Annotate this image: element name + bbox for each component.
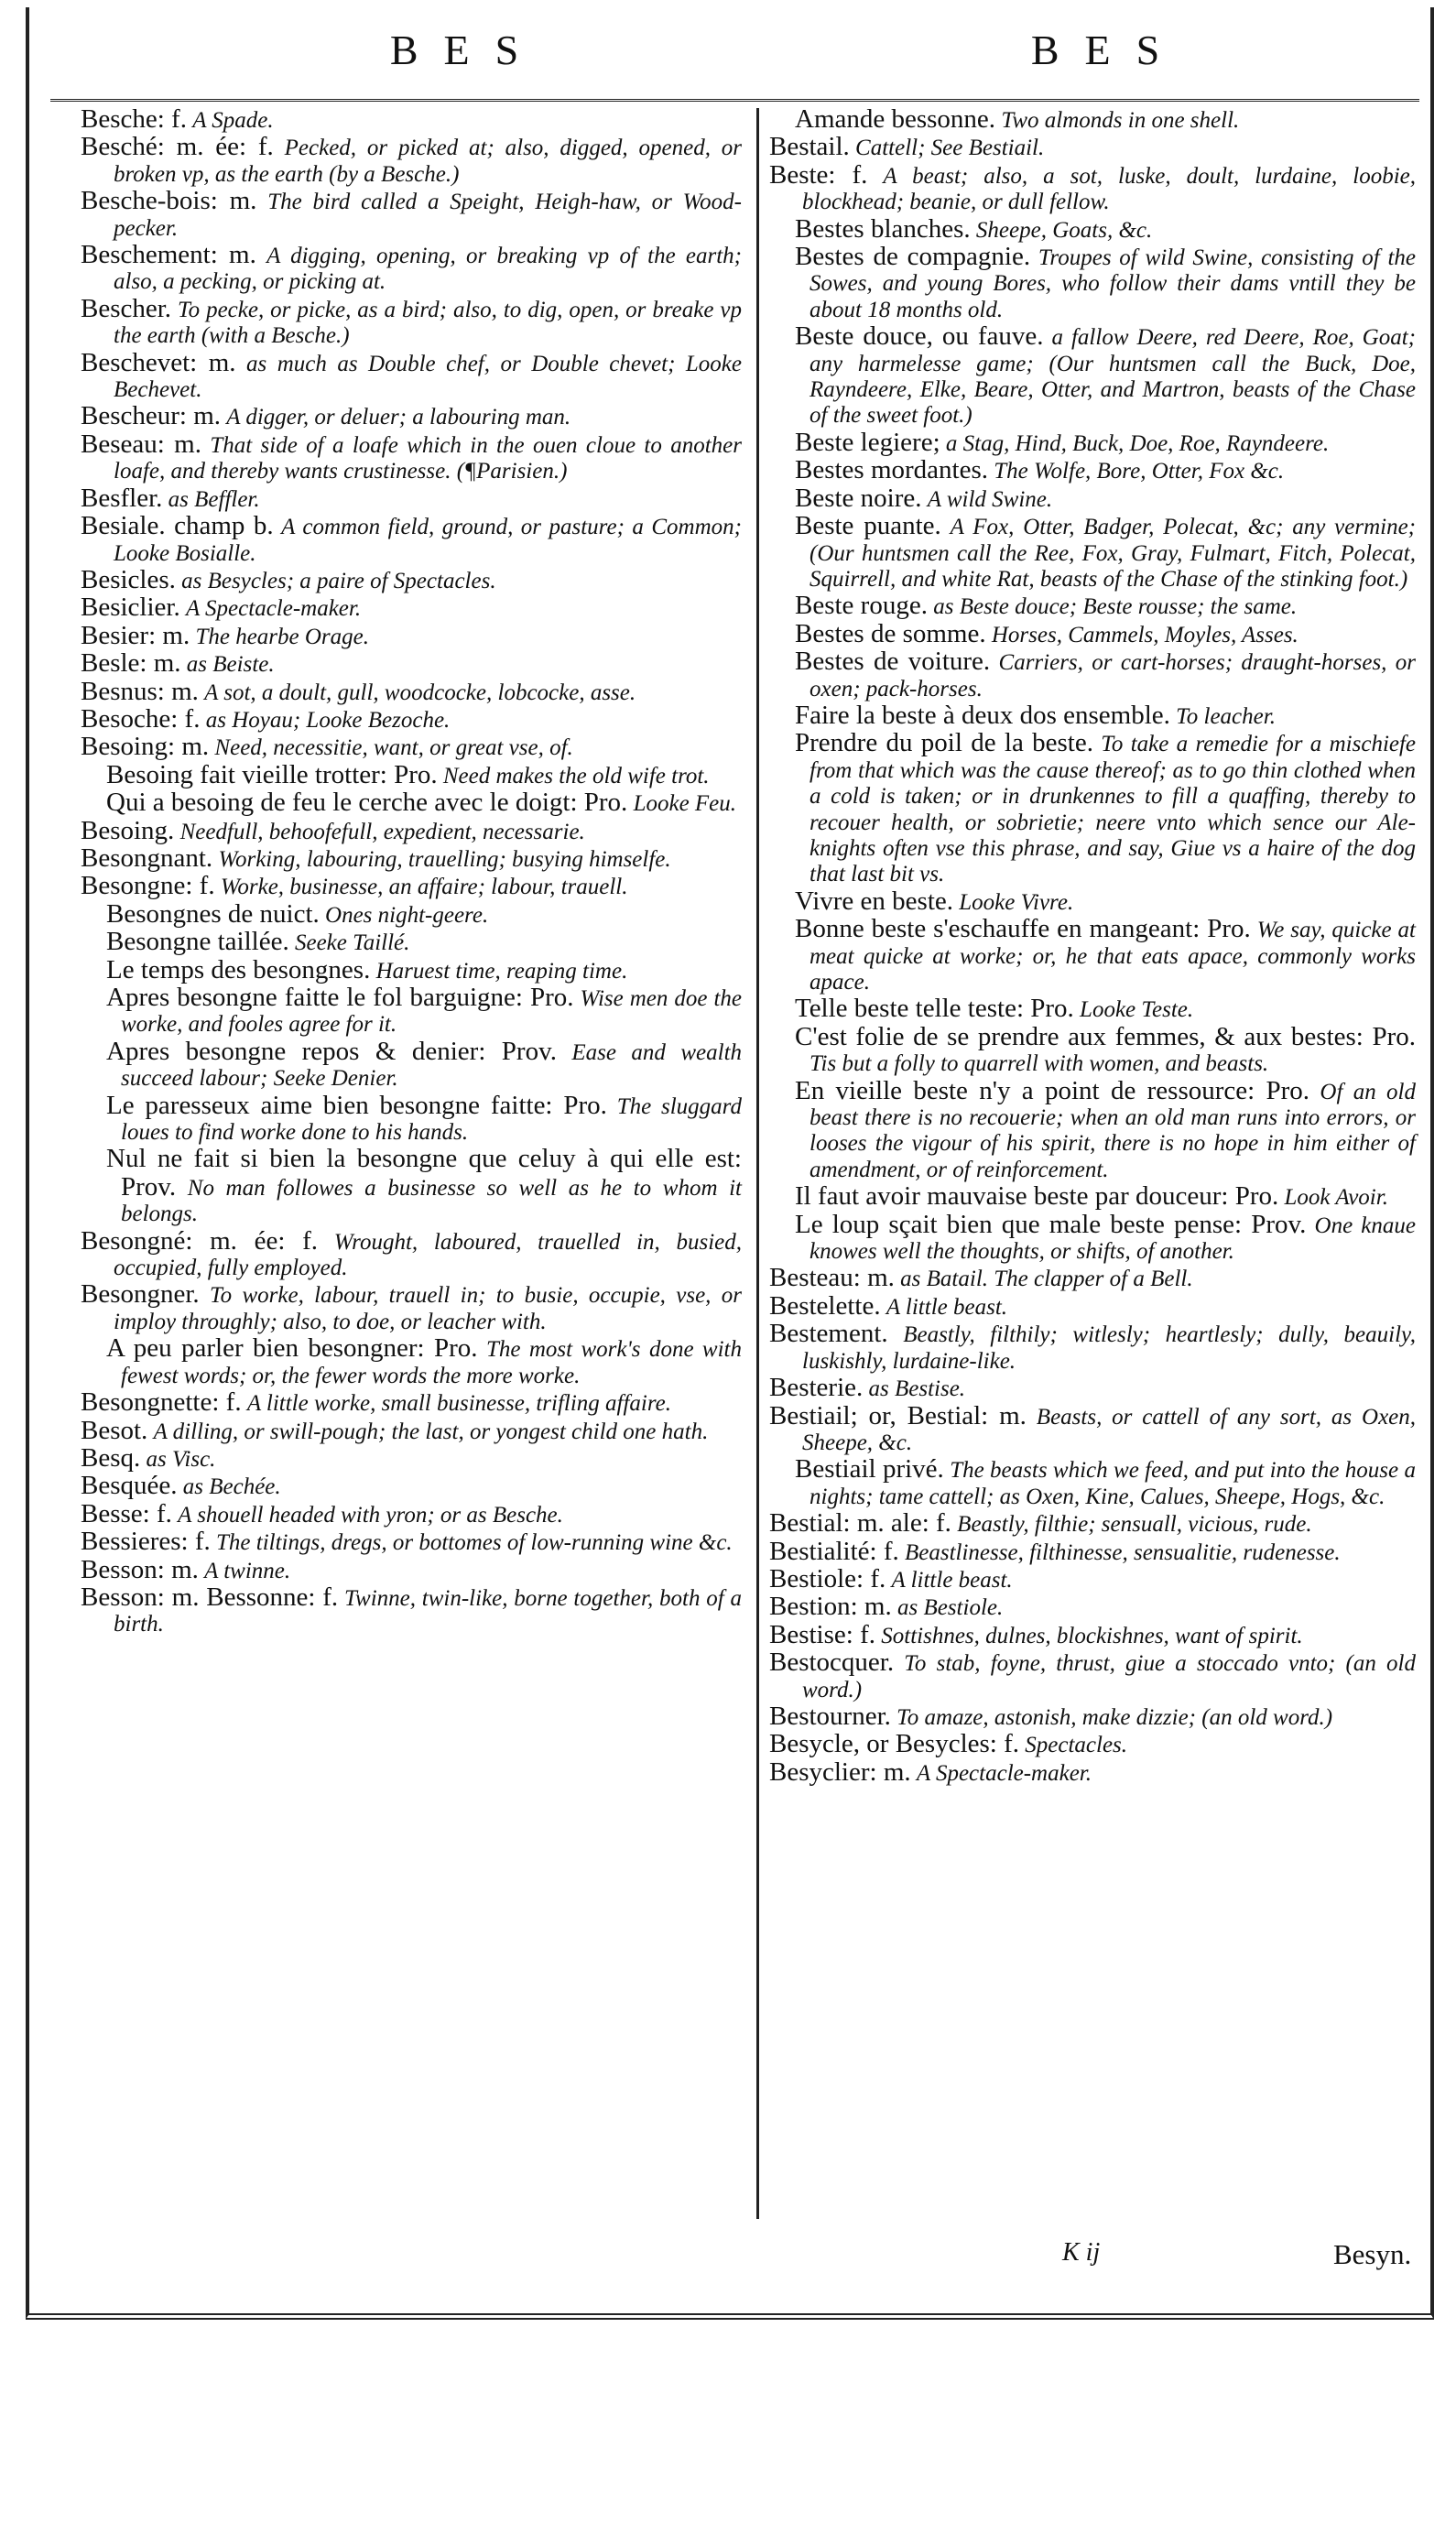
dictionary-entry bbox=[81, 1225, 743, 1282]
entry-definition: Pecked, or picked at; also, digged, opened, or broken vp, as the earth (by a Besche.) bbox=[114, 136, 743, 187]
entry-definition: Spectacles. bbox=[1025, 1733, 1128, 1758]
dictionary-entry bbox=[769, 648, 1416, 702]
entry-definition: Beasts, or cattell of any sort, as Oxen, Sheepe, &c. bbox=[802, 1404, 1417, 1455]
header-rule bbox=[50, 99, 1419, 102]
entry-definition: A beast; also, a sot, luske, doult, lurdaine, loobie, blockhead; beanie, or dull fellow. bbox=[802, 163, 1416, 215]
entry-headword: Besycle, or Besycles: f. bbox=[769, 1729, 1020, 1759]
dictionary-entry bbox=[769, 702, 1416, 730]
entry-headword: Bescher. bbox=[81, 293, 172, 323]
entry-headword: Besongné: m. ée: f. bbox=[81, 1225, 319, 1256]
entry-definition: The bird called a Speight, Heigh-haw, or Wood-pecker. bbox=[114, 190, 743, 241]
dictionary-entry bbox=[769, 1265, 1416, 1292]
dictionary-entry bbox=[769, 1290, 1416, 1321]
entry-headword: Le temps des besongnes. bbox=[106, 954, 371, 984]
entry-headword: Bestiail; or, Bestial: m. bbox=[769, 1400, 1027, 1430]
dictionary-entry bbox=[81, 594, 742, 622]
dictionary-entry bbox=[81, 1584, 742, 1638]
dictionary-entry bbox=[81, 242, 742, 296]
entry-definition: That side of a loafe which in the ouen cloue to another loafe, and thereby wants crustinesse. (¶Parisien.) bbox=[114, 432, 742, 484]
dictionary-entry bbox=[81, 734, 742, 761]
dictionary-entry bbox=[769, 244, 1416, 323]
entry-headword: En vieille beste n'y a point de ressource: Pro. bbox=[795, 1075, 1310, 1105]
entry-headword: Bestes mordantes. bbox=[795, 455, 989, 485]
dictionary-entry bbox=[769, 618, 1416, 648]
entry-headword: Besiale. champ b. bbox=[81, 511, 274, 541]
column-divider bbox=[756, 108, 759, 2219]
entry-definition: as Beiste. bbox=[186, 652, 275, 678]
entry-definition: Tis but a folly to quarrell with women, and beasts. bbox=[809, 1051, 1269, 1077]
entry-headword: Il faut avoir mauvaise beste par douceur: Pro. bbox=[795, 1181, 1279, 1212]
dictionary-entry bbox=[769, 1563, 1416, 1593]
entry-headword: Amande bessonne. bbox=[795, 104, 996, 134]
entry-headword: Telle beste telle teste: Pro. bbox=[795, 994, 1074, 1024]
dictionary-entry bbox=[81, 106, 742, 134]
dictionary-entry bbox=[81, 1554, 742, 1584]
entry-definition: A little beast. bbox=[891, 1567, 1013, 1593]
entry-headword: Bestes de somme. bbox=[795, 618, 986, 648]
entry-headword: Besoing fait vieille trotter: Pro. bbox=[106, 759, 438, 789]
dictionary-entry bbox=[81, 134, 742, 188]
entry-headword: Beste rouge. bbox=[795, 591, 928, 621]
entry-definition: as Bestiole. bbox=[896, 1595, 1004, 1621]
dictionary-entry bbox=[769, 159, 1416, 216]
dictionary-entry bbox=[769, 1593, 1416, 1621]
dictionary-entry bbox=[81, 347, 742, 404]
dictionary-entry bbox=[81, 1090, 742, 1147]
entry-definition: as Visc. bbox=[146, 1446, 216, 1472]
dictionary-entry bbox=[769, 995, 1416, 1023]
entry-definition: A Spectacle-maker. bbox=[185, 596, 362, 622]
dictionary-entry bbox=[769, 1321, 1416, 1375]
entry-definition: To take a remedie for a mischiefe from that which was the cause thereof; as to go thin clothed when a cold is taken; or in drunkennes to fill a quaffing, thereby to recouer health, or sobrietie; neere vnto which sence our Ale-knights often vse this phrase, and say, Giue vs a haire of the dog that last bit vs. bbox=[809, 732, 1417, 887]
entry-headword: Beseau: m. bbox=[81, 429, 201, 459]
dictionary-entry bbox=[81, 703, 742, 734]
dictionary-entry bbox=[769, 888, 1416, 916]
entry-headword: Besongner. bbox=[81, 1279, 200, 1310]
entry-definition: A sot, a doult, gull, woodcocke, lobcocke, asse. bbox=[204, 680, 636, 705]
entry-headword: Beschevet: m. bbox=[81, 347, 236, 377]
dictionary-entry bbox=[769, 1183, 1416, 1211]
dictionary-entry bbox=[81, 984, 742, 1039]
entry-definition: A shouell headed with yron; or as Besche. bbox=[178, 1502, 563, 1528]
dictionary-entry bbox=[81, 293, 742, 350]
entry-definition: A twinne. bbox=[204, 1558, 291, 1583]
dictionary-entry bbox=[81, 188, 742, 242]
dictionary-entry bbox=[769, 593, 1416, 620]
entry-headword: Besongnette: f. bbox=[81, 1387, 242, 1418]
entry-definition: Ease and wealth succeed labour; Seeke Denier. bbox=[121, 1039, 743, 1092]
catchword: Besyn. bbox=[1333, 2238, 1412, 2270]
entry-definition: Horses, Cammels, Moyles, Asses. bbox=[991, 622, 1298, 647]
dictionary-entry bbox=[769, 213, 1416, 244]
dictionary-entry bbox=[769, 1731, 1416, 1758]
entry-headword: Bestourner. bbox=[769, 1701, 891, 1731]
entry-definition: Seeke Taillé. bbox=[294, 930, 410, 956]
dictionary-entry bbox=[769, 1756, 1416, 1787]
entry-definition: To stab, foyne, thrust, giue a stoccado vnto; (an old word.) bbox=[802, 1651, 1416, 1702]
entry-headword: Besot. bbox=[81, 1415, 148, 1445]
entry-headword: Besché: m. ée: f. bbox=[81, 132, 274, 162]
entry-headword: Besoing: m. bbox=[81, 732, 210, 762]
entry-headword: Bestion: m. bbox=[769, 1592, 892, 1622]
dictionary-entry bbox=[81, 485, 742, 513]
entry-headword: Bestocquer. bbox=[769, 1648, 895, 1678]
entry-headword: Bestial: m. ale: f. bbox=[769, 1508, 951, 1539]
entry-definition: We say, quicke at meat quicke at worke; or, he that eats apace, commonly works apace. bbox=[809, 918, 1416, 995]
entry-headword: Beschement: m. bbox=[81, 240, 256, 270]
entry-definition: as Besycles; a paire of Spectacles. bbox=[181, 568, 496, 593]
entry-definition: Need makes the old wife trot. bbox=[442, 763, 710, 788]
entry-definition: To worke, labour, trauell in; to busie, occupie, vse, or imploy throughly; also, to doe, or leacher with. bbox=[114, 1283, 742, 1334]
entry-headword: Faire la beste à deux dos ensemble. bbox=[795, 700, 1170, 730]
entry-definition: a Stag, Hind, Buck, Doe, Roe, Rayndeere. bbox=[945, 430, 1330, 456]
entry-headword: Besfler. bbox=[81, 483, 163, 513]
entry-headword: Besnus: m. bbox=[81, 676, 199, 706]
entry-definition: Two almonds in one shell. bbox=[1001, 108, 1240, 133]
entry-headword: Apres besongne repos & denier: Prov. bbox=[106, 1036, 557, 1066]
dictionary-entry bbox=[769, 1510, 1416, 1538]
entry-headword: Besongne taillée. bbox=[106, 927, 289, 957]
entry-definition: Looke Teste. bbox=[1080, 997, 1194, 1023]
entry-headword: Bestement. bbox=[769, 1319, 888, 1349]
entry-definition: as Bechée. bbox=[182, 1474, 281, 1500]
entry-definition: A Fox, Otter, Badger, Polecat, &c; any vermine; (Our huntsmen call the Ree, Fox, Gray, Fulmart, Fitch, Polecat, Squirrell, and white Rat, beasts of the Chase of the stinking foot.) bbox=[809, 515, 1416, 592]
entry-headword: Besongne: f. bbox=[81, 871, 215, 901]
entry-headword: Besse: f. bbox=[81, 1498, 172, 1528]
entry-definition: Of an old beast there is no recouerie; when an old man runs into errors, or looses the vigour of his spirit, there is no hope in him either of amendment, or of reinforcement. bbox=[809, 1079, 1416, 1182]
left-column bbox=[81, 106, 742, 1638]
entry-headword: Besongnes de nuict. bbox=[106, 898, 320, 929]
entry-definition: Wise men doe the worke, and fooles agree for it. bbox=[121, 986, 742, 1038]
dictionary-entry bbox=[81, 1415, 742, 1445]
dictionary-entry bbox=[769, 1400, 1417, 1457]
running-head-left: BES bbox=[389, 27, 545, 73]
entry-definition: One knaue knowes well the thoughts, or shifts, of another. bbox=[809, 1213, 1416, 1265]
dictionary-entry bbox=[81, 1281, 742, 1335]
entry-headword: Bestes de voiture. bbox=[795, 647, 991, 677]
entry-definition: The tiltings, dregs, or bottomes of low-running wine &c. bbox=[216, 1530, 733, 1556]
dictionary-entry bbox=[769, 1075, 1416, 1184]
entry-headword: Besche: f. bbox=[81, 104, 187, 134]
dictionary-entry bbox=[81, 1473, 742, 1500]
right-column bbox=[769, 106, 1416, 1787]
entry-definition: Cattell; See Bestiail. bbox=[855, 136, 1045, 161]
entry-definition: Beastly, filthily; witlesly; heartlesly; dully, beauily, luskishly, lurdaine-like. bbox=[802, 1322, 1416, 1374]
entry-headword: Qui a besoing de feu le cerche avec le doigt: Pro. bbox=[106, 788, 628, 818]
entry-headword: Besicles. bbox=[81, 564, 176, 594]
entry-definition: Looke Vivre. bbox=[959, 889, 1074, 915]
entry-headword: Prendre du poil de la beste. bbox=[795, 728, 1093, 758]
entry-headword: Bestiail privé. bbox=[795, 1454, 944, 1485]
dictionary-entry bbox=[81, 513, 742, 567]
dictionary-entry bbox=[769, 1456, 1416, 1510]
dictionary-entry bbox=[81, 1498, 742, 1528]
entry-headword: Beste puante. bbox=[795, 511, 941, 541]
entry-headword: Bessieres: f. bbox=[81, 1527, 211, 1557]
dictionary-entry bbox=[769, 1209, 1416, 1266]
entry-headword: Bestise: f. bbox=[769, 1619, 875, 1649]
entry-definition: Sheepe, Goats, &c. bbox=[975, 217, 1153, 243]
dictionary-entry bbox=[81, 1036, 743, 1093]
dictionary-entry bbox=[81, 431, 742, 485]
entry-headword: Nul ne fait si bien la besongne que celuy à qui elle est: Prov. bbox=[106, 1144, 742, 1202]
running-head-right: BES bbox=[1030, 27, 1186, 73]
dictionary-entry bbox=[769, 485, 1416, 513]
entry-definition: Beastlinesse, filthinesse, sensualitie, rudenesse. bbox=[905, 1539, 1341, 1565]
entry-headword: Besterie. bbox=[769, 1373, 864, 1403]
entry-headword: Bestes blanches. bbox=[795, 213, 971, 244]
dictionary-entry bbox=[81, 620, 742, 650]
entry-headword: Bestelette. bbox=[769, 1290, 881, 1321]
entry-headword: Le loup sçait bien que male beste pense: Prov. bbox=[795, 1209, 1307, 1239]
entry-headword: Beste: f. bbox=[769, 159, 868, 190]
entry-definition: Wrought, laboured, trauelled in, busied, occupied, fully employed. bbox=[114, 1229, 743, 1281]
entry-definition: Working, labouring, trauelling; busying himselfe. bbox=[218, 846, 671, 872]
entry-headword: A peu parler bien besongner: Pro. bbox=[106, 1333, 478, 1364]
entry-headword: Bestiole: f. bbox=[769, 1563, 886, 1593]
entry-definition: Sottishnes, dulnes, blockishnes, want of spirit. bbox=[881, 1623, 1303, 1648]
entry-definition: Needfull, behoofefull, expedient, necessarie. bbox=[179, 819, 585, 844]
entry-definition: Troupes of wild Swine, consisting of the Sowes, and young Bores, who follow their dams vntill they be about 18 months old. bbox=[809, 245, 1417, 322]
dictionary-entry bbox=[769, 134, 1416, 161]
entry-definition: The most work's done with fewest words; or, the fewer words the more worke. bbox=[121, 1337, 742, 1388]
dictionary-entry bbox=[81, 845, 742, 873]
entry-headword: Besoing. bbox=[81, 815, 175, 845]
dictionary-entry bbox=[81, 564, 742, 594]
entry-headword: Besoche: f. bbox=[81, 703, 201, 734]
entry-definition: To amaze, astonish, make dizzie; (an old word.) bbox=[896, 1704, 1333, 1730]
entry-headword: Bescheur: m. bbox=[81, 401, 222, 431]
entry-definition: as Bestise. bbox=[868, 1376, 966, 1402]
dictionary-entry bbox=[769, 1021, 1416, 1078]
entry-definition: A digging, opening, or breaking vp of the earth; also, a pecking, or picking at. bbox=[114, 244, 743, 295]
entry-headword: Bonne beste s'eschauffe en mangeant: Pro. bbox=[795, 914, 1251, 944]
dictionary-entry bbox=[769, 323, 1416, 430]
dictionary-entry bbox=[81, 873, 742, 900]
entry-headword: Besson: m. bbox=[81, 1554, 199, 1584]
entry-definition: as much as Double chef, or Double chevet; Looke Bechevet. bbox=[114, 351, 742, 403]
entry-definition: as Beste douce; Beste rousse; the same. bbox=[933, 594, 1298, 620]
entry-headword: Beste douce, ou fauve. bbox=[795, 321, 1044, 352]
entry-headword: Besyclier: m. bbox=[769, 1756, 911, 1787]
dictionary-entry bbox=[81, 676, 742, 706]
entry-definition: Carriers, or cart-horses; draught-horses, or oxen; pack-horses. bbox=[809, 650, 1416, 701]
dictionary-entry bbox=[769, 513, 1416, 593]
dictionary-entry bbox=[769, 916, 1416, 995]
entry-definition: Ones night-geere. bbox=[325, 902, 489, 928]
entry-definition: A Spade. bbox=[192, 108, 274, 133]
entry-definition: a fallow Deere, red Deere, Roe, Goat; any harmelesse game; (Our huntsmen call the Buck, Doe, Rayndeere, Elke, Beare, Otter, and Martron, beasts of the Chase of the sweet foot.) bbox=[809, 325, 1417, 429]
entry-headword: Bestes de compagnie. bbox=[795, 242, 1031, 272]
entry-definition: The Wolfe, Bore, Otter, Fox &c. bbox=[994, 459, 1285, 484]
entry-definition: The sluggard loues to find worke done to his hands. bbox=[121, 1093, 742, 1146]
entry-definition: A digger, or deluer; a labouring man. bbox=[226, 405, 571, 430]
entry-definition: Need, necessitie, want, or great vse, of. bbox=[214, 735, 573, 761]
entry-definition: as Batail. The clapper of a Bell. bbox=[900, 1267, 1193, 1292]
entry-headword: C'est folie de se prendre aux femmes, & aux bestes: Pro. bbox=[795, 1021, 1416, 1051]
entry-definition: Beastly, filthie; sensuall, vicious, rude. bbox=[957, 1512, 1312, 1538]
entry-definition: The hearbe Orage. bbox=[195, 624, 370, 649]
dictionary-entry bbox=[81, 789, 742, 817]
entry-definition: A common field, ground, or pasture; a Common; Looke Bosialle. bbox=[114, 515, 742, 566]
dictionary-entry bbox=[769, 1375, 1416, 1402]
dictionary-entry bbox=[769, 427, 1416, 457]
dictionary-entry bbox=[81, 403, 742, 430]
entry-headword: Bestail. bbox=[769, 132, 850, 162]
entry-headword: Besier: m. bbox=[81, 620, 190, 650]
entry-headword: Besle: m. bbox=[81, 648, 181, 679]
dictionary-entry bbox=[81, 954, 742, 984]
dictionary-entry bbox=[81, 815, 742, 845]
dictionary-entry bbox=[769, 1619, 1416, 1649]
entry-definition: A wild Swine. bbox=[927, 486, 1053, 512]
dictionary-entry bbox=[769, 1649, 1416, 1703]
entry-headword: Besteau: m. bbox=[769, 1263, 895, 1293]
entry-headword: Besq. bbox=[81, 1442, 141, 1473]
entry-definition: Haruest time, reaping time. bbox=[375, 958, 628, 984]
dictionary-entry bbox=[81, 1528, 742, 1556]
entry-headword: Bestialité: f. bbox=[769, 1536, 899, 1566]
dictionary-entry bbox=[81, 759, 742, 789]
dictionary-entry bbox=[81, 1335, 742, 1389]
entry-headword: Besquée. bbox=[81, 1471, 178, 1501]
entry-definition: To leacher. bbox=[1176, 703, 1276, 729]
dictionary-entry bbox=[81, 1146, 742, 1227]
entry-headword: Le paresseux aime bien besongne faitte: Pro. bbox=[106, 1090, 607, 1120]
entry-definition: Worke, businesse, an affaire; labour, trauell. bbox=[220, 875, 628, 900]
dictionary-entry bbox=[769, 1536, 1416, 1566]
entry-definition: as Hoyau; Looke Bezoche. bbox=[205, 707, 451, 733]
entry-definition: as Beffler. bbox=[168, 486, 260, 512]
dictionary-entry bbox=[769, 106, 1416, 134]
dictionary-entry bbox=[81, 898, 742, 929]
entry-definition: A Spectacle-maker. bbox=[916, 1760, 1092, 1786]
dictionary-entry bbox=[81, 650, 742, 678]
entry-headword: Beste legiere; bbox=[795, 427, 940, 457]
entry-definition: To pecke, or picke, as a bird; also, to dig, open, or breake vp the earth (with a Besche.) bbox=[114, 297, 742, 349]
dictionary-entry bbox=[769, 730, 1416, 887]
entry-headword: Vivre en beste. bbox=[795, 886, 953, 916]
dictionary-entry bbox=[81, 929, 742, 956]
entry-headword: Beste noire. bbox=[795, 483, 922, 513]
entry-headword: Apres besongne faitte le fol barguigne: Pro. bbox=[106, 983, 574, 1012]
signature-mark: K ij bbox=[1062, 2238, 1101, 2267]
entry-headword: Besche-bois: m. bbox=[81, 186, 257, 216]
entry-definition: A dilling, or swill-pough; the last, or yongest child one hath. bbox=[153, 1419, 709, 1444]
entry-headword: Besson: m. Bessonne: f. bbox=[81, 1582, 339, 1612]
entry-definition: Look Avoir. bbox=[1284, 1185, 1388, 1211]
entry-definition: No man followes a businesse so well as he to whom it belongs. bbox=[121, 1175, 743, 1227]
dictionary-entry bbox=[769, 1703, 1416, 1731]
dictionary-entry bbox=[81, 1442, 742, 1473]
entry-definition: The beasts which we feed, and put into the house a nights; tame cattell; as Oxen, Kine, Calues, Sheepe, Hogs, &c. bbox=[809, 1458, 1416, 1509]
dictionary-entry bbox=[81, 1389, 742, 1417]
entry-definition: A little worke, small businesse, trifling affaire. bbox=[246, 1391, 672, 1417]
entry-headword: Besiclier. bbox=[81, 593, 180, 623]
entry-definition: Looke Feu. bbox=[633, 791, 737, 817]
entry-definition: A little beast. bbox=[886, 1294, 1008, 1320]
dictionary-entry bbox=[769, 457, 1416, 484]
entry-definition: Twinne, twin-like, borne together, both of a birth. bbox=[114, 1585, 742, 1637]
entry-headword: Besongnant. bbox=[81, 843, 213, 873]
